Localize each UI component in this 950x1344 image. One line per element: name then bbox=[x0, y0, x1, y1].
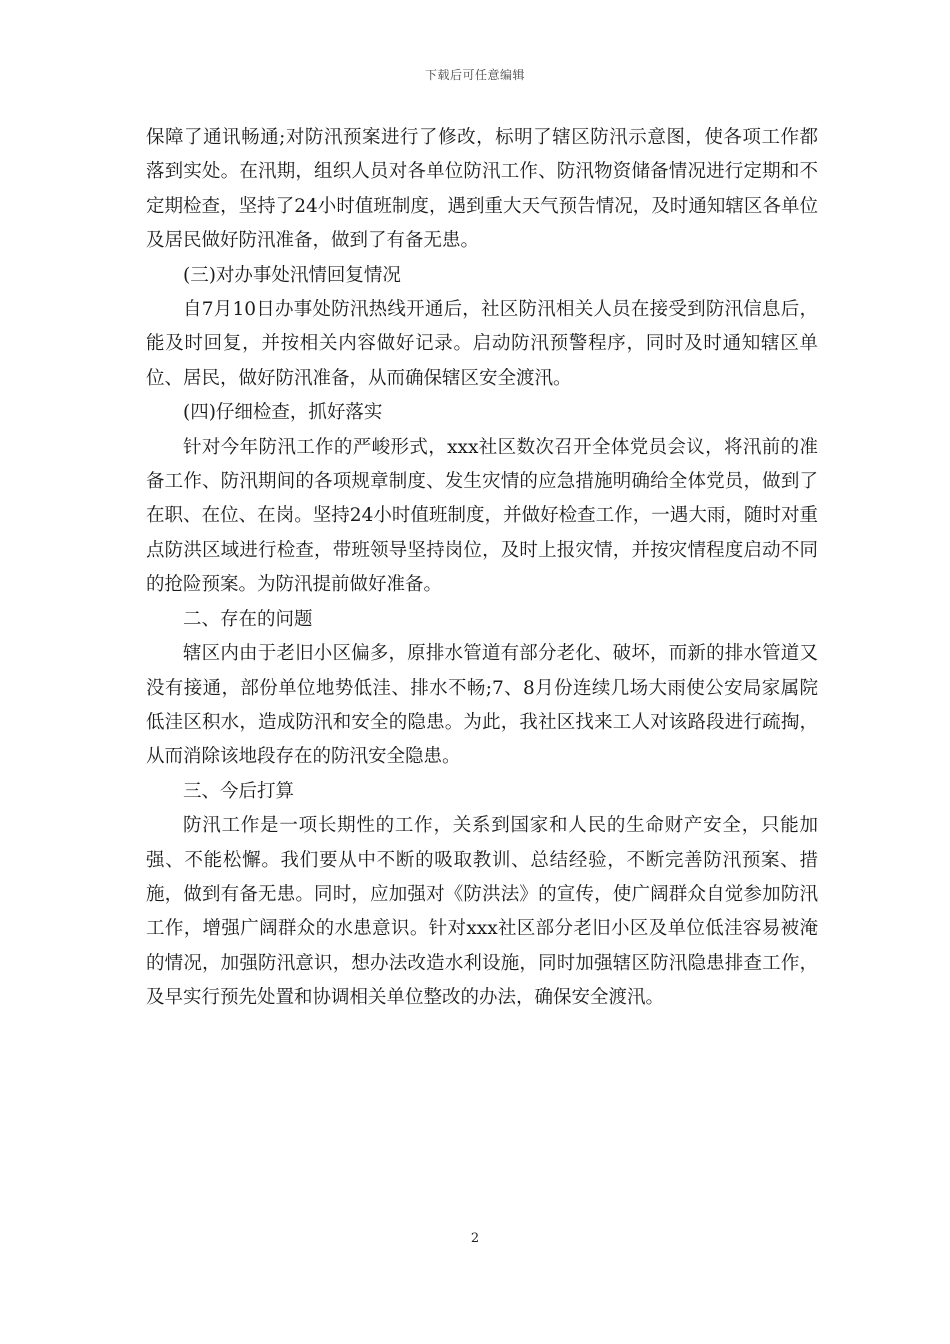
document-body bbox=[146, 121, 818, 1016]
paragraph: 针对今年防汛工作的严峻形式，xxx社区数次召开全体党员会议，将汛前的准备工作、防汛期间的各项规章制度、发生灾情的应急措施明确给全体党员，做到了在职、在位、在岗。坚持24小时值班制度，并做好检查工作，一遇大雨，随时对重点防洪区域进行检查，带班领导坚持岗位，及时上报灾情，并按灾情程度启动不同的抢险预案。为防汛提前做好准备。 bbox=[146, 436, 818, 596]
page-number: 2 bbox=[470, 1231, 480, 1246]
section-heading-plans: 三、今后打算 bbox=[183, 780, 295, 802]
section-heading-3: (三)对办事处汛情回复情况 bbox=[183, 264, 401, 286]
paragraph-continued: 保障了通讯畅通;对防汛预案进行了修改，标明了辖区防汛示意图，使各项工作都落到实处。在汛期，组织人员对各单位防汛工作、防汛物资储备情况进行定期和不定期检查，坚持了24小时值班制度，遇到重大天气预告情况，及时通知辖区各单位及居民做好防汛准备，做到了有备无患。 bbox=[146, 127, 818, 252]
section-heading-4: (四)仔细检查，抓好落实 bbox=[183, 402, 383, 424]
section-heading-problems: 二、存在的问题 bbox=[183, 608, 313, 630]
paragraph: 自7月10日办事处防汛热线开通后，社区防汛相关人员在接受到防汛信息后，能及时回复，并按相关内容做好记录。启动防汛预警程序，同时及时通知辖区单位、居民，做好防汛准备，从而确保辖区安全渡汛。 bbox=[146, 299, 818, 389]
page-header: 下载后可任意编辑 bbox=[424, 68, 525, 82]
paragraph: 辖区内由于老旧小区偏多，原排水管道有部分老化、破坏，而新的排水管道又没有接通，部份单位地势低洼、排水不畅;7、8月份连续几场大雨使公安局家属院低洼区积水，造成防汛和安全的隐患。为此，我社区找来工人对该路段进行疏掏，从而消除该地段存在的防汛安全隐患。 bbox=[146, 643, 818, 768]
paragraph: 防汛工作是一项长期性的工作，关系到国家和人民的生命财产安全，只能加强、不能松懈。我们要从中不断的吸取教训、总结经验，不断完善防汛预案、措施，做到有备无患。同时，应加强对《防洪法》的宣传，使广阔群众自觉参加防汛工作，增强广阔群众的水患意识。针对xxx社区部分老旧小区及单位低洼容易被淹的情况，加强防汛意识，想办法改造水利设施，同时加强辖区防汛隐患排查工作，及早实行预先处置和协调相关单位整改的办法，确保安全渡汛。 bbox=[146, 815, 818, 1009]
